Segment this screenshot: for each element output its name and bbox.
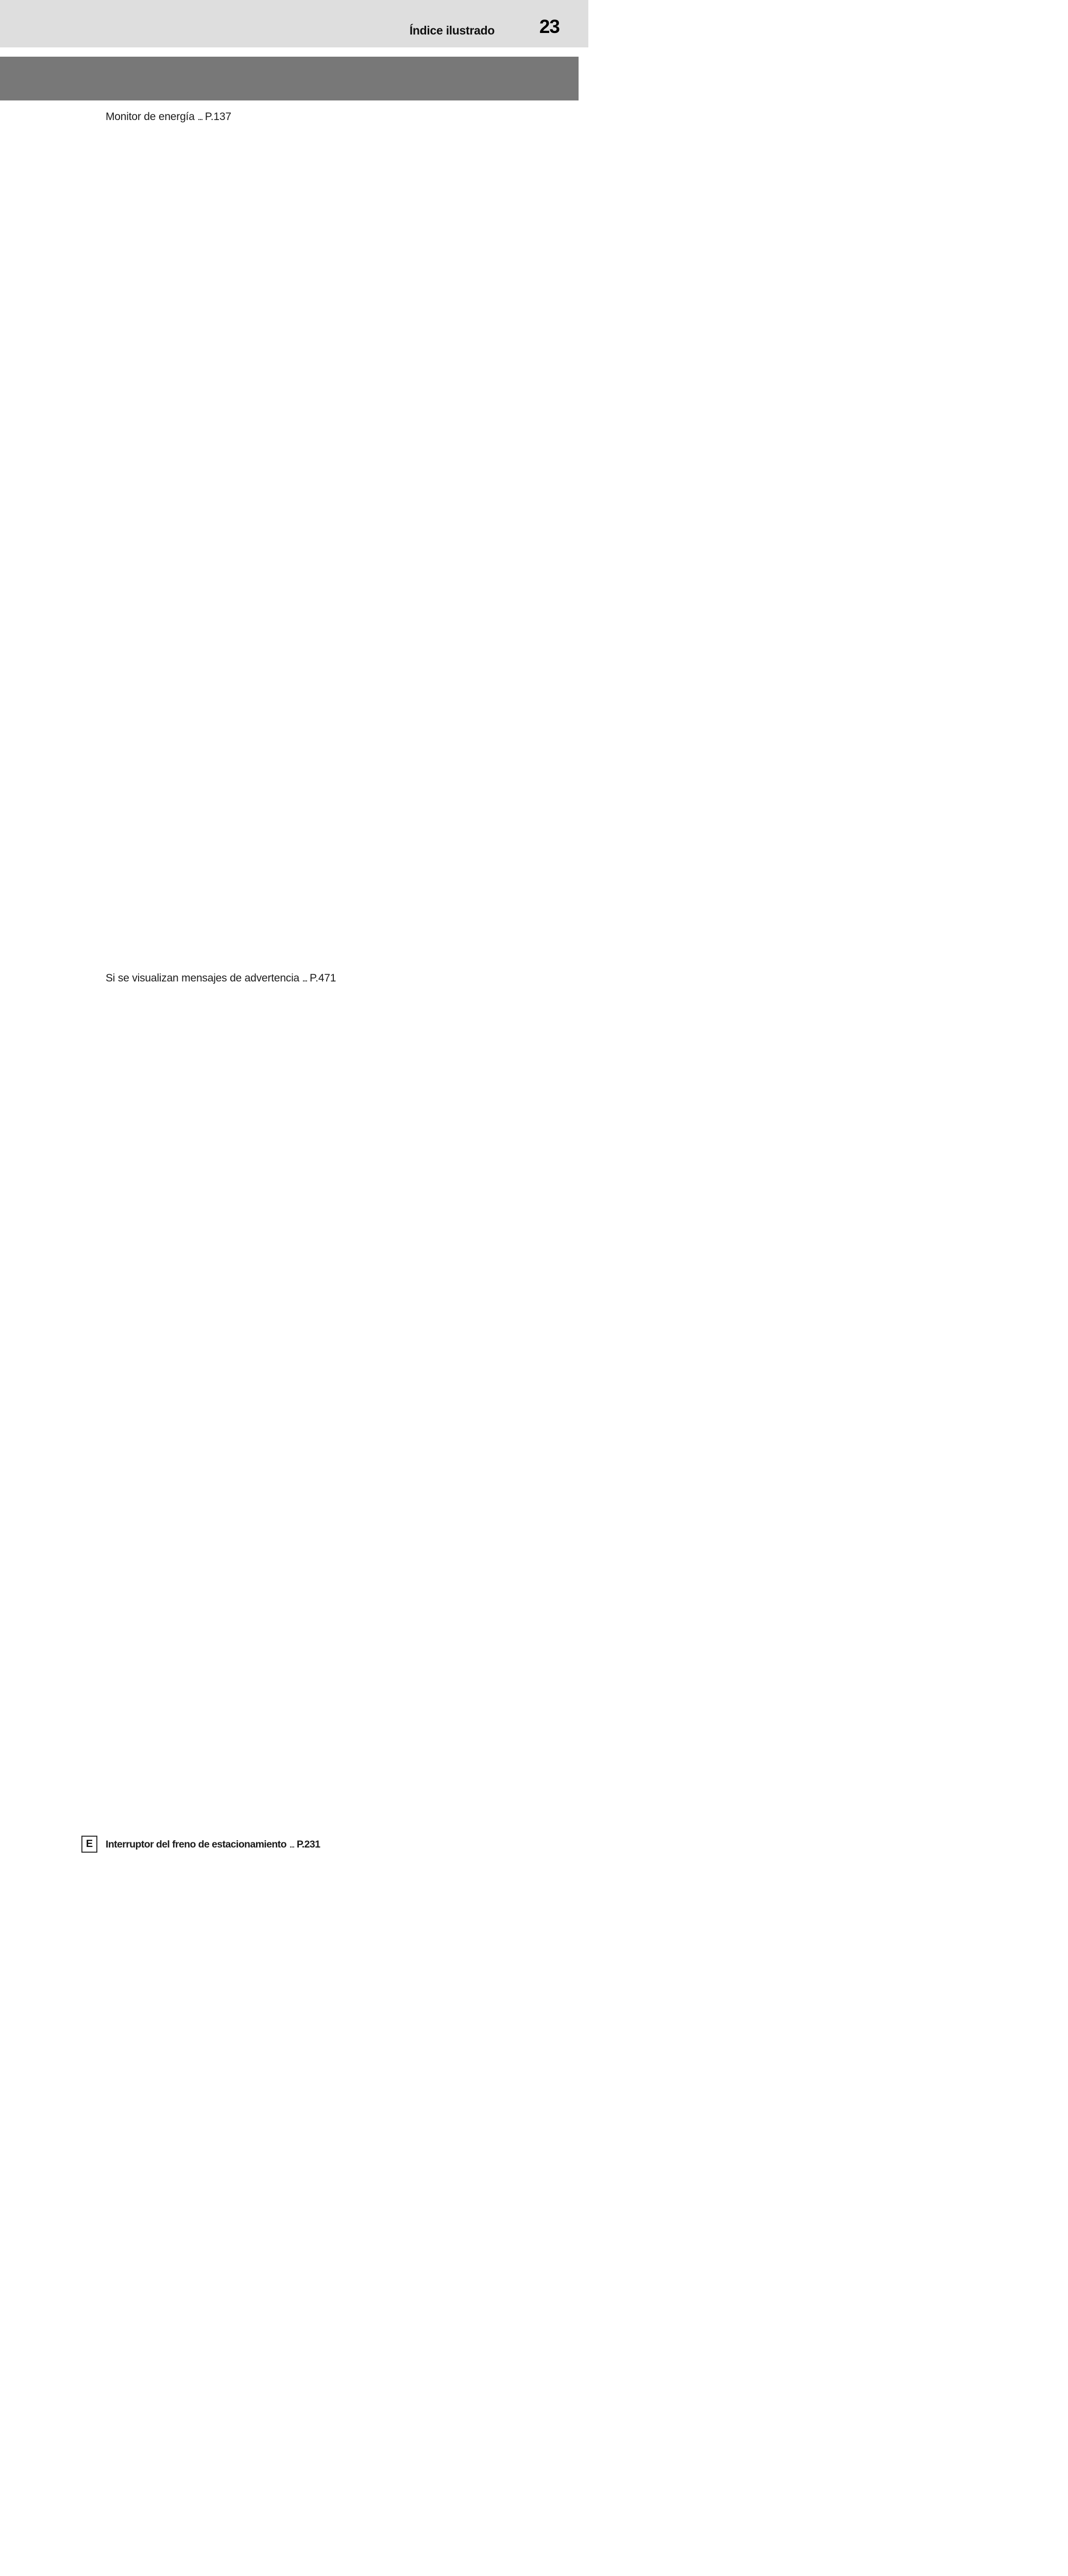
page-number: 23 xyxy=(539,16,560,37)
dot-leader xyxy=(290,1846,294,1848)
entry-label: Si se visualizan mensajes de advertencia xyxy=(106,972,300,984)
manual-page xyxy=(0,0,588,1850)
index-entries xyxy=(0,110,588,2576)
entry-label: Monitor de energía xyxy=(106,111,195,123)
entry-label: Interruptor del freno de estacionamiento xyxy=(106,1839,286,1850)
entry-page-number: P.231 xyxy=(297,1838,885,2576)
index-entry-row xyxy=(0,110,588,962)
entry-page-number: P.471 xyxy=(310,971,898,1823)
page-title: Índice ilustrado xyxy=(409,24,495,37)
illustration-band xyxy=(0,57,579,100)
dot-leader xyxy=(198,119,202,120)
index-entry-row xyxy=(0,971,588,1823)
index-entry-row xyxy=(0,1838,588,2576)
header-band xyxy=(0,0,588,47)
entry-page-number: P.137 xyxy=(205,110,793,962)
dot-leader xyxy=(303,980,307,981)
illustrated-index xyxy=(0,100,588,2576)
section-letter-badge: E xyxy=(81,1836,97,1853)
